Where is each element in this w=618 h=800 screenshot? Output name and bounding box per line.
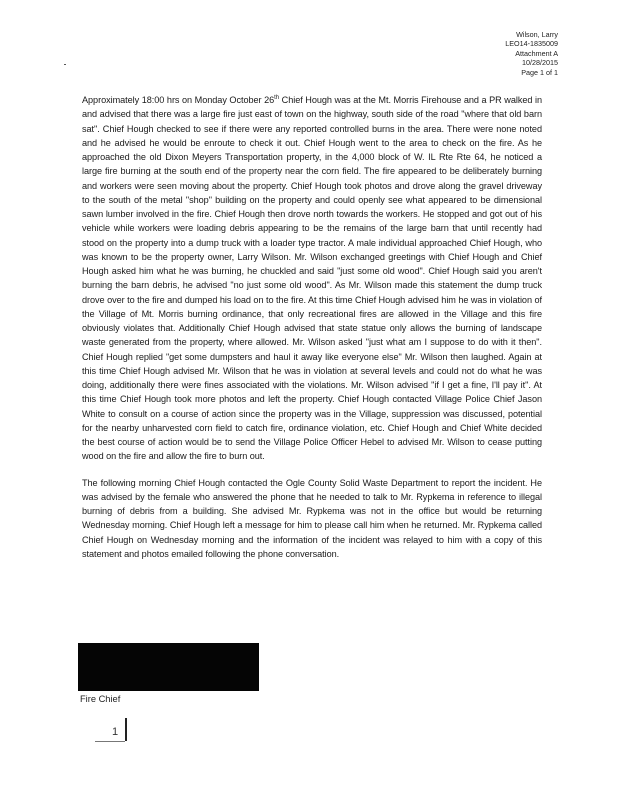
scan-speck — [64, 64, 66, 65]
header-page-number: Page 1 of 1 — [521, 67, 558, 77]
paragraph-incident-text: Chief Hough was at the Mt. Morris Firehouse and a PR walked in and advised that there was a large fire just east of town on the highway, south side of the road "where that old barn sat". Chief Hough checked to see if there were any reported controlled burns in the area. There were none noted and he advised he would be enroute to check it out. Chief Hough went to the area to check on the fire. As he approached the old Dixon Meyers Transportation property, in the 4,000 block of W. IL Rte Rte 64, he noticed a large fire burning at the south end of the property near the corn field. The fire appeared to be deliberately burning and workers were seen moving about the property. Chief Hough took photos and drove along the gravel driveway to the south of the metal "shop" building on the property and could openly see what appeared to be dimensional sawn lumber involved in the fire. Chief Hough then drove north towards the workers. He stopped and got out of his vehicle while workers were loading debris appearing to be the remains of the large barn that until recently had stood on the property into a dump truck with a loader type tractor. A male individual approached Chief Hough, who was known to be the property owner, Larry Wilson. Mr. Wilson exchanged greetings with Chief Hough and Chief Hough asked him what he was burning, he chuckled and said "just some old wood". Chief Hough said you aren't burning the barn debris, he advised "no just some old wood". As Mr. Wilson made this statement the dump truck drove over to the fire and dumped his load on to the fire. At this time Chief Hough advised him he was in violation of the Village of Mt. Morris burning ordinance, that only recreational fires are allowed in the Village and this fire obviously violates that. Additionally Chief Hough advised that state statue only allows the burning of landscape waste generated from the property, where allowed. Mr. Wilson asked "just what am I suppose to do with it then". Chief Hough replied "get some dumpsters and haul it away like everyone else" Mr. Wilson then laughed. Again at this time Chief Hough advised Mr. Wilson that he was in violation at several levels and could not do what he was doing, additionally there were fines associated with the violations. Mr. Wilson advised "if I get a fine, I'll pay it". At this time Chief Hough took more photos and left the property. Chief Hough contacted Village Police Chief Jason White to consult on a course of action since the property was in the Village, suppression was discussed, potential for the nearby unharvested corn field to catch fire, ordinance violation, etc. Chief Hough and Chief White decided the best course of action would be to send the Village Police Officer Hebel to advised Mr. Wilson to cease putting wood on the fire and allow the fire to burn out. — [82, 95, 542, 462]
header-attachment: Attachment A — [515, 48, 558, 58]
statement-body — [82, 93, 542, 561]
header-date: 10/28/2015 — [522, 58, 558, 68]
footer-bar — [125, 718, 127, 741]
footer-underline — [95, 741, 125, 742]
paragraph-incident — [82, 93, 542, 464]
redacted-signature-block — [78, 643, 259, 691]
paragraph-follow-up: The following morning Chief Hough contacted the Ogle County Solid Waste Department to report the incident. He was advised by the female who answered the phone that he needed to talk to Mr. Rypkema in reference to illegal burning of debris from a building. She advised Mr. Rypkema was not in the office but would be returning Wednesday morning. Chief Hough left a message for him to please call him when he returned. Mr. Rypkema called Chief Hough on Wednesday morning and the information of the incident was relayed to him with a copy of this statement and photos emailed following the phone conversation. — [82, 477, 542, 559]
header-case-number: LEO14-1835009 — [505, 39, 558, 49]
footer-mark: 1 — [112, 726, 119, 738]
signature-title: Fire Chief — [80, 694, 121, 704]
ordinal-suffix: th — [274, 94, 280, 101]
header-name: Wilson, Larry — [516, 30, 558, 39]
document-header — [505, 30, 558, 77]
paragraph-incident-opening: Approximately 18:00 hrs on Monday October 26 — [82, 95, 275, 105]
